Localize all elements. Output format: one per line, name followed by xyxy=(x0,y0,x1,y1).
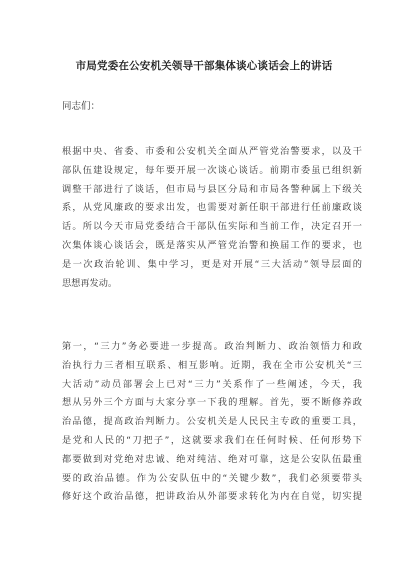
greeting: 同志们： xyxy=(62,101,101,112)
paragraph-1 xyxy=(62,143,362,293)
text-line: 调整干部进行了谈话，但市局与县区分局和市局各警种属上下级关 xyxy=(62,183,362,195)
text-line: 修好这个政治品德，把讲政治从外部要求转化为内在自觉，切实提 xyxy=(62,491,362,503)
paragraph-2 xyxy=(62,338,362,507)
text-line: 次集体谈心谈话会，既是落实从严管党治警和换届工作的要求，也 xyxy=(62,239,362,251)
text-line: 要的政治品德。作为公安队伍中的“关键少数”，我们必须要带头 xyxy=(62,472,362,484)
document-title: 市局党委在公安机关领导干部集体谈心谈话会上的讲话 xyxy=(75,60,333,72)
text-line: 都要做到对党绝对忠诚、绝对纯洁、绝对可靠，这是公安队伍最重 xyxy=(62,453,362,465)
text-line: 是一次政治轮训、集中学习，更是对开展“三大活动”领导层面的 xyxy=(62,258,362,270)
text-line: 系，从党风廉政的要求出发，也需要对新任职干部进行任前廉政谈 xyxy=(62,202,362,214)
text-line: 思想再发动。 xyxy=(62,277,118,289)
text-line: 话。所以今天市局党委结合干部队伍实际和当前工作，决定召开一 xyxy=(62,221,362,233)
text-line: 想从另外三个方面与大家分享一下我的理解。首先，要不断修养政 xyxy=(62,397,362,409)
text-line: 大活动”动员部署会上已对“三力”关系作了一些阐述，今天，我 xyxy=(62,378,362,390)
text-line: 根据中央、省委、市委和公安机关全面从严管党治警要求，以及干 xyxy=(62,146,362,157)
text-line: 第一，“三力”务必要进一步提高。政治判断力、政治领悟力和政 xyxy=(62,341,362,352)
text-line: 治品德，提高政治判断力。公安机关是人民民主专政的重要工具， xyxy=(62,416,362,428)
text-line: 是党和人民的“刀把子”，这就要求我们在任何时候、任何形势下 xyxy=(62,434,362,446)
text-line: 治执行力三者相互联系、相互影响。近期，我在全市公安机关“三 xyxy=(62,359,362,371)
text-line: 部队伍建设规定，每年要开展一次谈心谈话。前期市委虽已组织新 xyxy=(62,164,362,176)
